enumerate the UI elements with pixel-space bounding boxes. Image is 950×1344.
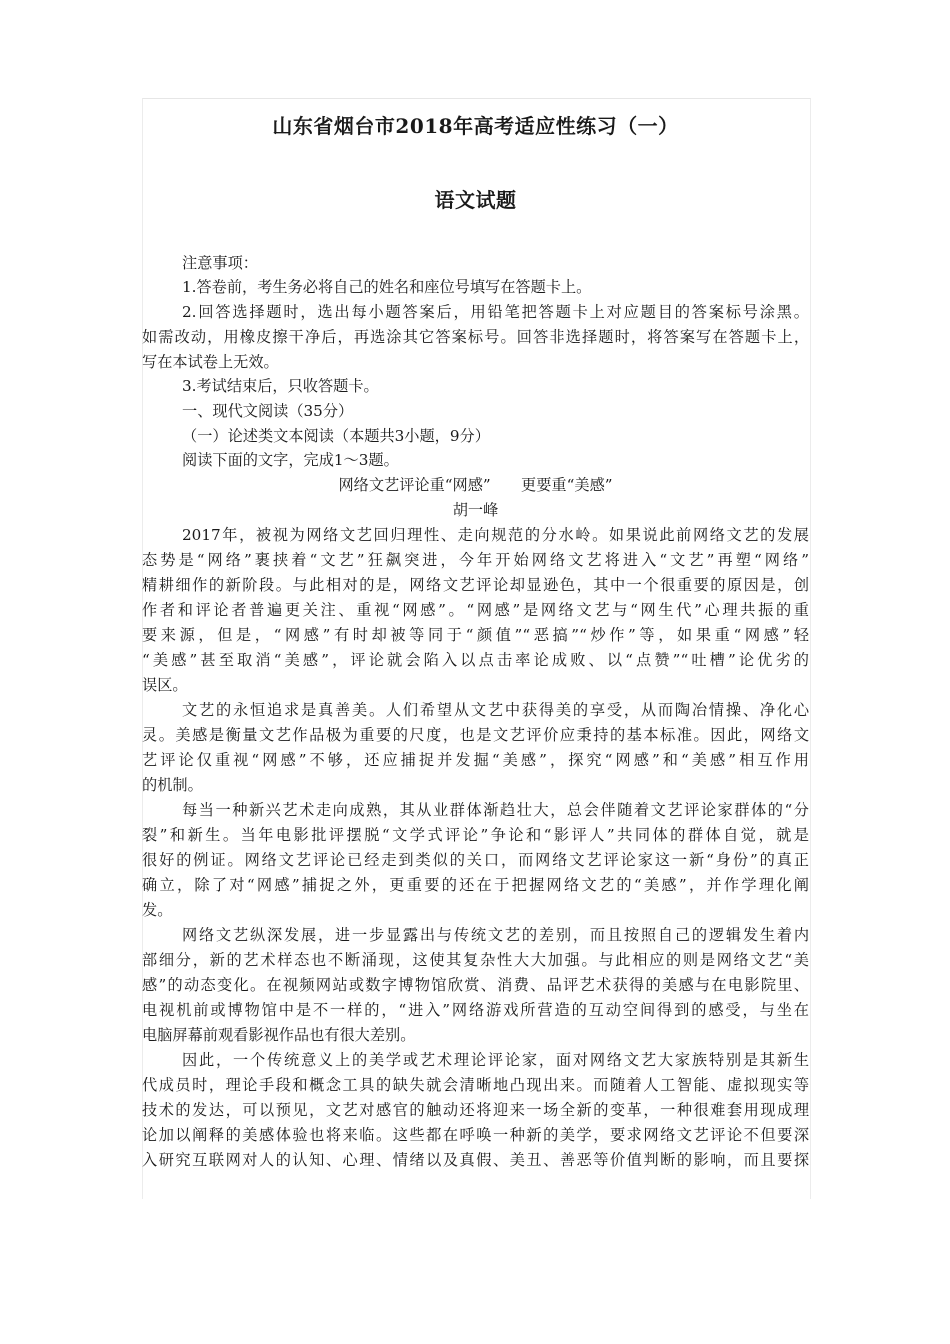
article-author: 胡一峰 bbox=[452, 501, 499, 519]
article-p1-line: 精耕细作的新阶段。与此相对的是，网络文艺评论却显逊色，其中一个很重要的原因是，创 bbox=[142, 576, 809, 594]
article-p5-line: 技术的发达，可以预见，文艺对感官的触动还将迎来一场全新的变革，一种很难套用现成理 bbox=[142, 1101, 809, 1119]
article-p4-line: 电脑屏幕前观看影视作品也有很大差别。 bbox=[142, 1026, 416, 1044]
article-p5-line: 代成员时，理论手段和概念工具的缺失就会清晰地凸现出来。而随着人工智能、虚拟现实等 bbox=[142, 1076, 809, 1094]
notice-heading: 注意事项： bbox=[182, 254, 258, 272]
notice-item-2-line-3: 写在本试卷上无效。 bbox=[142, 353, 279, 371]
article-p1-line: 态势是“网络”裹挟着“文艺”狂飙突进，今年开始网络文艺将进入“文艺”再塑“网络” bbox=[142, 551, 809, 569]
article-p3-line: 发。 bbox=[142, 901, 173, 919]
article-p4-line: 感”的动态变化。在视频网站或数字博物馆欣赏、消费、品评艺术获得的美感与在电影院里、 bbox=[142, 976, 809, 994]
article-p4-line: 电视机前或博物馆中是不一样的，“进入”网络游戏所营造的互动空间得到的感受，与坐在 bbox=[142, 1001, 809, 1019]
article-p5-line: 论加以阐释的美感体验也将来临。这些都在呼唤一种新的美学，要求网络文艺评论不但要深 bbox=[142, 1126, 809, 1144]
exam-title: 山东省烟台市2018年高考适应性练习（一） bbox=[272, 114, 679, 138]
article-p2-line: 灵。美感是衡量文艺作品极为重要的尺度，也是文艺评价应秉持的基本标准。因此，网络文 bbox=[142, 726, 809, 744]
article-p3-line: 很好的例证。网络文艺评论已经走到类似的关口，而网络文艺评论家这一新“身份”的真正 bbox=[142, 851, 809, 869]
notice-item-2-line-2: 如需改动，用橡皮擦干净后，再选涂其它答案标号。回答非选择题时，将答案写在答题卡上， bbox=[142, 328, 809, 346]
subject-title: 语文试题 bbox=[434, 188, 517, 212]
article-p5-line: 入研究互联网对人的认知、心理、情绪以及真假、美丑、善恶等价值判断的影响，而且要探 bbox=[142, 1151, 809, 1169]
article-p4-line: 部细分，新的艺术样态也不断涌现，这使其复杂性大大加强。与此相应的则是网络文艺“美 bbox=[142, 951, 809, 969]
notice-item-2-line-1: 2.回答选择题时，选出每小题答案后，用铅笔把答题卡上对应题目的答案标号涂黑。 bbox=[182, 303, 809, 321]
article-p1-line: “美感”甚至取消“美感”，评论就会陷入以点击率论成败、以“点赞”“吐槽”论优劣的 bbox=[142, 651, 809, 669]
article-p2-line: 艺评论仅重视“网感”不够，还应捕捉并发掘“美感”，探究“网感”和“美感”相互作用 bbox=[142, 751, 809, 769]
notice-item-1: 1.答卷前，考生务必将自己的姓名和座位号填写在答题卡上。 bbox=[182, 278, 592, 296]
article-p4-line: 网络文艺纵深发展，进一步显露出与传统文艺的差别，而且按照自己的逻辑发生着内 bbox=[182, 926, 809, 944]
article-p1-line: 要来源，但是，“网感”有时却被等同于“颜值”“恶搞”“炒作”等，如果重“网感”轻 bbox=[142, 626, 809, 644]
article-p1-line: 2017年，被视为网络文艺回归理性、走向规范的分水岭。如果说此前网络文艺的发展 bbox=[182, 526, 809, 544]
article-p1-line: 误区。 bbox=[142, 676, 188, 694]
section-part-1-1: （一）论述类文本阅读（本题共3小题，9分） bbox=[182, 427, 490, 445]
section-part-1: 一、现代文阅读（35分） bbox=[182, 402, 354, 420]
article-p2-line: 文艺的永恒追求是真善美。人们希望从文艺中获得美的享受，从而陶冶情操、净化心 bbox=[182, 701, 809, 719]
article-p5-line: 因此，一个传统意义上的美学或艺术理论评论家，面对网络文艺大家族特别是其新生 bbox=[182, 1051, 809, 1069]
article-title: 网络文艺评论重“网感” 更要重“美感” bbox=[338, 476, 613, 494]
article-p3-line: 每当一种新兴艺术走向成熟，其从业群体渐趋壮大，总会伴随着文艺评论家群体的“分 bbox=[182, 801, 809, 819]
article-p2-line: 的机制。 bbox=[142, 776, 203, 794]
article-p3-line: 裂”和新生。当年电影批评摆脱“文学式评论”争论和“影评人”共同体的群体自觉，就是 bbox=[142, 826, 809, 844]
article-p3-line: 确立，除了对“网感”捕捉之外，更重要的还在于把握网络文艺的“美感”，并作学理化阐 bbox=[142, 876, 809, 894]
section-instruction: 阅读下面的文字，完成1～3题。 bbox=[182, 451, 399, 469]
article-p1-line: 作者和评论者普遍更关注、重视“网感”。“网感”是网络文艺与“网生代”心理共振的重 bbox=[142, 601, 809, 619]
notice-item-3: 3.考试结束后，只收答题卡。 bbox=[182, 377, 379, 395]
